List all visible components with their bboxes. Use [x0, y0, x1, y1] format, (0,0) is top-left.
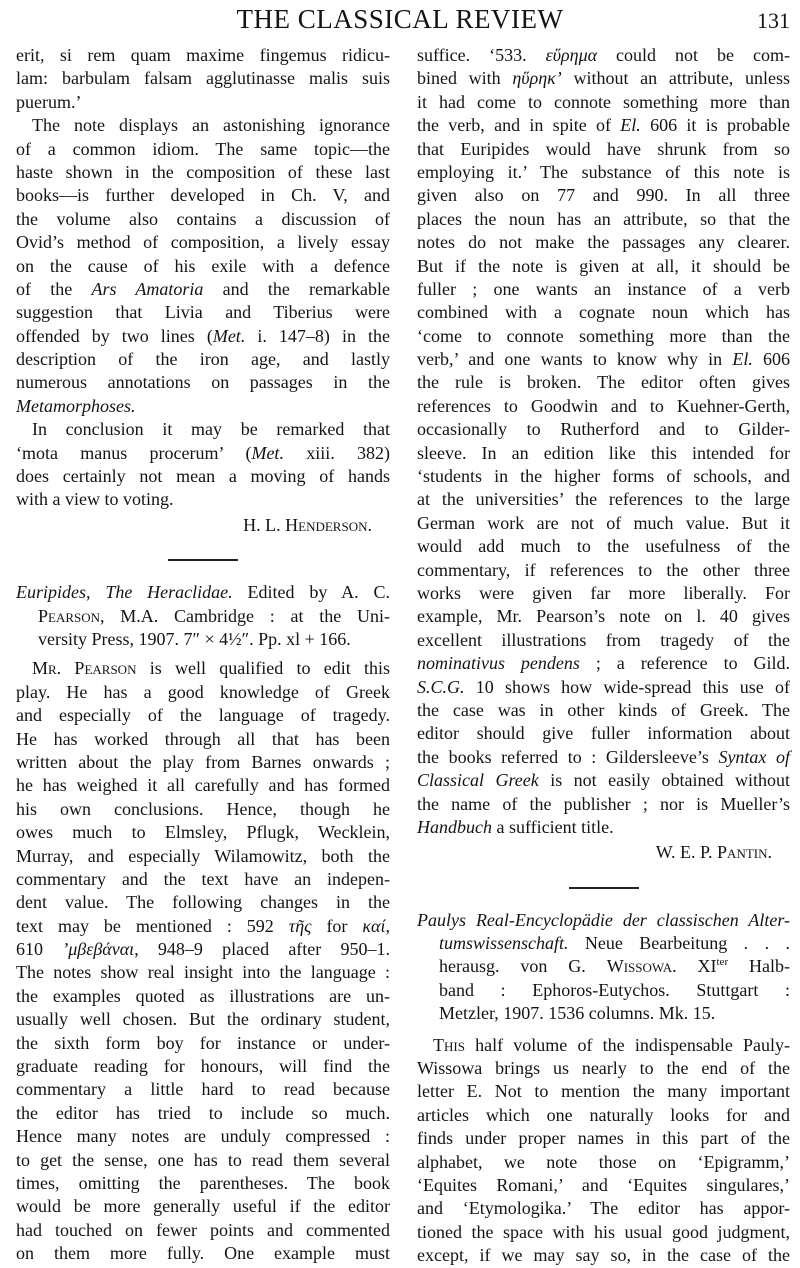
- text-segment: suggestion that Livia and Tiberius were: [16, 302, 390, 323]
- text-line: [16, 161, 390, 184]
- text-segment: German work are not of much value. But it: [417, 512, 790, 533]
- text-segment: of the: [16, 278, 92, 299]
- text-segment: would be more generally useful if the editor: [16, 1196, 390, 1217]
- text-line: [417, 231, 790, 254]
- text-segment: , M.A. Cambridge : at the Uni-: [100, 605, 390, 626]
- text-line: [16, 751, 390, 774]
- small-caps-text: This: [433, 1034, 465, 1055]
- italic-text: tumswissenschaft.: [439, 933, 569, 954]
- text-line: [417, 582, 790, 605]
- small-caps-text: H. L. Henderson.: [243, 514, 372, 535]
- superscript-text: ter: [716, 956, 729, 969]
- text-segment: and ‘Etymologika.’ The editor has appor-: [417, 1198, 790, 1219]
- text-segment: times, omitting the parentheses. The book: [16, 1172, 390, 1193]
- text-segment: and the remarkable: [203, 278, 390, 299]
- text-line: [16, 418, 390, 441]
- text-segment: Hence many notes are unduly compressed :: [16, 1126, 390, 1147]
- text-line: [16, 67, 390, 90]
- text-line: [417, 1244, 790, 1267]
- text-line: [16, 985, 390, 1008]
- text-line: [16, 1125, 390, 1148]
- italic-text: Ars Amatoria: [91, 278, 204, 299]
- text-line: [417, 114, 790, 137]
- text-line: [417, 371, 790, 394]
- text-segment: a sufficient title.: [492, 816, 614, 837]
- text-segment: description of the iron age, and lastly: [16, 349, 390, 370]
- text-segment: commentary and the text have an indepen-: [16, 868, 390, 889]
- text-line: [417, 746, 790, 769]
- text-line: [417, 91, 790, 114]
- text-line: [16, 465, 390, 488]
- text-line: [417, 67, 790, 90]
- text-line: [417, 1104, 790, 1127]
- text-segment: the rule is broken. The editor often gives: [417, 372, 790, 393]
- text-line: [16, 581, 390, 604]
- section-divider: [569, 887, 639, 889]
- text-line: [417, 1002, 790, 1025]
- text-segment: tioned the space with his usual good judgment,: [417, 1221, 790, 1242]
- italic-text: nominativus pendens: [417, 653, 580, 674]
- text-line: [417, 395, 790, 418]
- text-line: [417, 979, 790, 1002]
- text-segment: for: [311, 915, 363, 936]
- text-line: [417, 1127, 790, 1150]
- reviewer-signature: [16, 514, 390, 537]
- text-line: [16, 1078, 390, 1101]
- text-segment: Neue Bearbeitung . . .: [568, 933, 790, 954]
- text-segment: owes much to Elmsley, Pflugk, Wecklein,: [16, 822, 390, 843]
- greek-text: τῆς: [288, 915, 312, 936]
- small-caps-text: Wissowa: [606, 956, 673, 977]
- italic-text: Syntax of: [718, 746, 791, 767]
- text-line: [16, 821, 390, 844]
- text-segment: the case was in other kinds of Greek. The: [417, 699, 790, 720]
- text-line: [16, 91, 390, 114]
- paragraph: [16, 114, 390, 418]
- text-segment: written about the play from Barnes onwards ;: [16, 751, 390, 772]
- text-line: [417, 512, 790, 535]
- text-segment: is not easily obtained without: [538, 770, 790, 791]
- text-segment: offended by two lines (: [16, 325, 213, 346]
- text-segment: ‘come to connote something more than the: [417, 325, 790, 346]
- text-segment: excellent illustrations from tragedy of the: [417, 629, 790, 650]
- text-segment: 606: [752, 349, 790, 370]
- text-segment: ,: [385, 915, 390, 936]
- text-line: [16, 605, 390, 628]
- text-line: [16, 488, 390, 511]
- text-segment: the editor has tried to include so much.: [16, 1102, 390, 1123]
- text-segment: books—is further developed in Ch. V, and: [16, 185, 390, 206]
- text-segment: his own conclusions. Hence, though he: [16, 798, 390, 819]
- text-segment: finds under proper names in this part of the: [417, 1128, 790, 1149]
- text-segment: commentary, if references to the other three: [417, 559, 790, 580]
- text-line: [417, 1034, 790, 1057]
- text-line: [16, 208, 390, 231]
- text-line: [417, 841, 790, 864]
- text-segment: puerum.’: [16, 91, 82, 112]
- journal-title: THE CLASSICAL REVIEW: [236, 4, 564, 34]
- text-line: [16, 44, 390, 67]
- bibliographic-entry: [16, 581, 390, 651]
- text-segment: Metzler, 1907. 1536 columns. Mk. 15.: [439, 1003, 716, 1024]
- text-segment: on the cause of his exile with a defence: [16, 255, 390, 276]
- text-segment: i. 147–8) in the: [245, 325, 390, 346]
- text-line: [16, 704, 390, 727]
- text-line: [16, 255, 390, 278]
- text-segment: 610: [16, 939, 63, 960]
- greek-text: εὕρημα: [545, 45, 598, 65]
- text-segment: ‘Equites Romani,’ and ‘Equites singulares,’: [417, 1174, 790, 1195]
- text-line: [16, 774, 390, 797]
- text-segment: numerous annotations on passages in the: [16, 372, 390, 393]
- text-segment: graduate reading for honours, will find the: [16, 1056, 390, 1077]
- text-line: [417, 1174, 790, 1197]
- text-segment: haste shown in the composition of these last: [16, 161, 390, 182]
- text-line: [16, 1242, 390, 1265]
- text-line: [16, 1195, 390, 1218]
- text-line: [417, 1151, 790, 1174]
- text-segment: xiii. 382): [283, 442, 390, 463]
- text-line: [417, 255, 790, 278]
- left-column: [16, 44, 390, 1266]
- text-line: [417, 348, 790, 371]
- text-line: [417, 559, 790, 582]
- text-line: [417, 1221, 790, 1244]
- text-segment: 606 it is probable: [640, 115, 790, 136]
- text-line: [417, 465, 790, 488]
- text-line: [16, 891, 390, 914]
- text-segment: erit, si rem quam maxime fingemus ridicu-: [16, 45, 390, 65]
- text-line: [417, 208, 790, 231]
- text-segment: lam: barbulam falsam agglutinasse malis suis: [16, 68, 390, 89]
- text-segment: places the noun has an attribute, so that the: [417, 208, 790, 229]
- italic-text: S.C.G.: [417, 676, 465, 697]
- text-segment: had touched on fewer points and commented: [16, 1219, 390, 1240]
- text-line: [417, 769, 790, 792]
- text-line: [16, 845, 390, 868]
- text-line: [417, 816, 790, 839]
- text-segment: with a view to voting.: [16, 489, 174, 510]
- text-segment: Murray, and especially Wilamowitz, both the: [16, 845, 390, 866]
- text-line: [16, 138, 390, 161]
- text-segment: is well qualified to edit this: [136, 658, 390, 679]
- text-line: [16, 628, 390, 651]
- text-line: [16, 1172, 390, 1195]
- text-segment: . XI: [672, 956, 717, 977]
- text-segment: The notes show real insight into the language :: [16, 962, 390, 983]
- italic-text: Euripides, The Heraclidae.: [16, 582, 233, 603]
- text-segment: given also on 77 and 990. In all three: [417, 185, 790, 206]
- text-line: [16, 1219, 390, 1242]
- text-segment: notes do not make the passages any clearer.: [417, 232, 790, 253]
- text-segment: commentary a little hard to read because: [16, 1079, 390, 1100]
- text-segment: employing it.’ The substance of this note is: [417, 161, 790, 182]
- text-line: [417, 278, 790, 301]
- text-segment: on them more fully. One example must: [16, 1243, 390, 1264]
- greek-text: ηὕρηκ’: [512, 68, 562, 89]
- text-line: [417, 1197, 790, 1220]
- text-line: [417, 325, 790, 348]
- text-segment: example, Mr. Pearson’s note on l. 40 gives: [417, 606, 790, 627]
- text-line: [16, 348, 390, 371]
- text-segment: ‘mota manus procerum’ (: [16, 442, 252, 463]
- text-line: [417, 184, 790, 207]
- text-line: [417, 793, 790, 816]
- text-segment: without an attribute, unless: [561, 68, 790, 89]
- text-line: [417, 629, 790, 652]
- paragraph-continuation: [16, 44, 390, 114]
- text-line: [417, 488, 790, 511]
- text-segment: herausg. von G.: [439, 956, 607, 977]
- text-segment: that Euripides would have shrunk from so: [417, 138, 790, 159]
- text-line: [16, 961, 390, 984]
- text-line: [16, 184, 390, 207]
- italic-text: El.: [620, 115, 641, 136]
- text-line: [417, 722, 790, 745]
- text-line: [417, 652, 790, 675]
- text-line: [16, 938, 390, 961]
- text-segment: play. He has a good knowledge of Greek: [16, 681, 390, 702]
- text-line: [16, 1008, 390, 1031]
- text-line: [16, 681, 390, 704]
- text-segment: it had come to connote something more than: [417, 91, 790, 112]
- greek-text: ’μβεβάναι: [62, 939, 135, 960]
- text-line: [417, 161, 790, 184]
- text-segment: dent value. The following changes in the: [16, 892, 390, 913]
- text-line: [16, 442, 390, 465]
- paragraph: [16, 657, 390, 1265]
- text-segment: 10 shows how wide-spread this use of: [464, 676, 790, 697]
- reviewer-signature: [417, 841, 790, 864]
- text-segment: bined with: [417, 68, 513, 89]
- text-segment: ‘students in the higher forms of schools, and: [417, 466, 790, 487]
- text-line: [16, 395, 390, 418]
- text-line: [417, 1057, 790, 1080]
- text-line: [417, 44, 790, 67]
- italic-text: El.: [732, 349, 753, 370]
- text-line: [417, 442, 790, 465]
- text-segment: suffice. ‘533.: [417, 45, 546, 65]
- text-segment: articles which one naturally looks for and: [417, 1104, 790, 1125]
- text-line: [16, 325, 390, 348]
- text-segment: the sixth form boy for instance or under-: [16, 1032, 390, 1053]
- text-segment: occasionally to Rutherford and to Gilder-: [417, 419, 790, 440]
- text-segment: Wissowa brings us nearly to the end of the: [417, 1058, 790, 1079]
- text-line: [16, 915, 390, 938]
- text-segment: ; a reference to Gild.: [579, 653, 791, 674]
- text-line: [417, 605, 790, 628]
- text-segment: Halb-: [728, 956, 790, 977]
- text-line: [16, 514, 390, 537]
- text-segment: But if the note is given at all, it should be: [417, 255, 790, 276]
- italic-text: Paulys Real-Encyclopädie der classischen Alter-: [417, 909, 790, 930]
- text-segment: versity Press, 1907. 7″ × 4½″. Pp. xl + 166.: [38, 628, 351, 649]
- italic-text: Met.: [251, 442, 284, 463]
- text-line: [417, 138, 790, 161]
- text-segment: verb,’ and one wants to know why in: [417, 349, 733, 370]
- text-segment: of a common idiom. The same topic—the: [16, 138, 390, 159]
- text-segment: Ovid’s method of composition, a lively essay: [16, 232, 390, 253]
- text-segment: the volume also contains a discussion of: [16, 208, 390, 229]
- text-segment: at the universities’ the references to the large: [417, 489, 790, 510]
- text-segment: fuller ; one wants an instance of a verb: [417, 278, 790, 299]
- text-segment: sleeve. In an edition like this intended for: [417, 442, 790, 463]
- text-line: [16, 1102, 390, 1125]
- text-segment: editor should give fuller information about: [417, 723, 790, 744]
- text-line: [16, 798, 390, 821]
- text-segment: could not be com-: [597, 45, 790, 65]
- text-line: [16, 657, 390, 680]
- text-segment: would add much to the usefulness of the: [417, 536, 790, 557]
- text-segment: text may be mentioned : 592: [16, 915, 289, 936]
- text-line: [417, 676, 790, 699]
- text-line: [16, 114, 390, 137]
- text-segment: the examples quoted as illustrations are un-: [16, 985, 390, 1006]
- paragraph: [16, 418, 390, 512]
- text-segment: the verb, and in spite of: [417, 115, 621, 136]
- italic-text: Classical Greek: [417, 770, 539, 791]
- text-segment: , 948–9 placed after 950–1.: [134, 939, 391, 960]
- text-line: [16, 868, 390, 891]
- text-segment: except, if we may say so, in the case of the: [417, 1245, 790, 1266]
- text-segment: letter E. Not to mention the many important: [417, 1081, 790, 1102]
- italic-text: Met.: [212, 325, 246, 346]
- text-line: [16, 1055, 390, 1078]
- text-segment: and especially of the language of tragedy.: [16, 705, 390, 726]
- text-line: [417, 1080, 790, 1103]
- text-line: [417, 955, 790, 978]
- text-segment: band : Ephoros-Eutychos. Stuttgart :: [439, 979, 790, 1000]
- text-line: [417, 909, 790, 932]
- text-segment: the books referred to : Gildersleeve’s: [417, 746, 719, 767]
- text-segment: alphabet, we note those on ‘Epigramm,’: [417, 1151, 790, 1172]
- text-segment: He has worked through all that has been: [16, 728, 390, 749]
- text-line: [417, 699, 790, 722]
- text-segment: usually well chosen. But the ordinary student,: [16, 1009, 390, 1030]
- text-line: [16, 278, 390, 301]
- greek-text: καί: [362, 915, 386, 936]
- text-line: [417, 535, 790, 558]
- text-line: [16, 1032, 390, 1055]
- italic-text: Handbuch: [417, 816, 492, 837]
- text-segment: works were given far more liberally. For: [417, 582, 790, 603]
- text-segment: In conclusion it may be remarked that: [32, 419, 390, 440]
- text-segment: Edited by A. C.: [232, 582, 390, 603]
- text-line: [417, 301, 790, 324]
- text-segment: does certainly not mean a moving of hands: [16, 466, 390, 487]
- text-segment: references to Goodwin and to Kuehner-Gerth,: [417, 395, 790, 416]
- section-divider: [168, 559, 238, 561]
- text-segment: the name of the publisher ; nor is Mueller’s: [417, 793, 790, 814]
- text-segment: combined with a cognate noun which has: [417, 302, 790, 323]
- paragraph: [417, 1034, 790, 1268]
- text-segment: The note displays an astonishing ignorance: [32, 115, 390, 136]
- text-line: [16, 301, 390, 324]
- small-caps-text: Pearson: [38, 605, 101, 626]
- text-segment: he has weighed it all carefully and has formed: [16, 775, 390, 796]
- bibliographic-entry: [417, 909, 790, 1026]
- text-line: [417, 932, 790, 955]
- small-caps-text: Mr. Pearson: [32, 658, 137, 679]
- italic-text: Metamorphoses.: [16, 395, 136, 416]
- text-segment: to get the sense, one has to read them several: [16, 1149, 390, 1170]
- right-column: [417, 44, 790, 1268]
- text-line: [417, 418, 790, 441]
- page-number: 131: [757, 8, 790, 33]
- text-segment: half volume of the indispensable Pauly-: [464, 1034, 790, 1055]
- text-line: [16, 1149, 390, 1172]
- text-line: [16, 231, 390, 254]
- text-line: [16, 728, 390, 751]
- small-caps-text: W. E. P. Pantin.: [655, 842, 772, 863]
- text-line: [16, 371, 390, 394]
- paragraph-continuation: [417, 44, 790, 839]
